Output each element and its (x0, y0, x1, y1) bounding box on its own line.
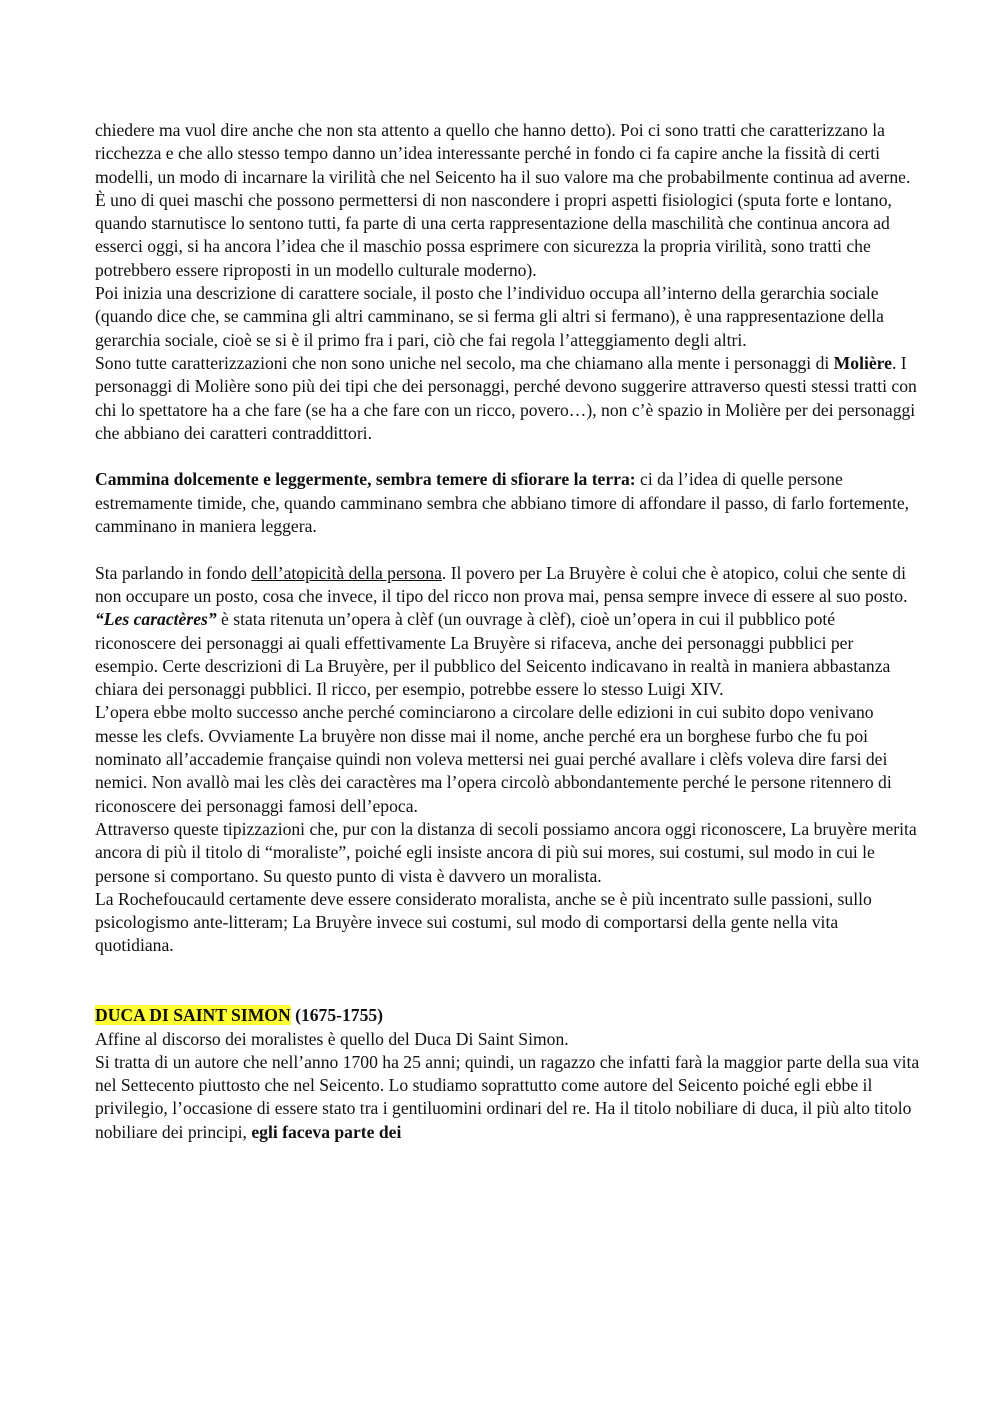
paragraph-moliere (95, 352, 920, 445)
paragraph-text: Si tratta di un autore che nell’anno 1700 ha 25 anni; quindi, un ragazzo che infatti farà la maggior parte della sua vita nel Settecento piuttosto che nel Seicento. Lo studiamo soprattutto come autore del Seicento poiché egli ebbe il privilegio, l’occasione di essere stato tra i gentiluomini ordinari del re. Ha il titolo nobiliare di duca, il più alto titolo nobiliare dei principi, (95, 1051, 920, 1142)
paragraph-text: ci da l’idea di quelle persone estremamente timide, che, quando camminano sembra che abbiano timore di affondare il passo, di farlo fortemente, camminano in maniera leggera. (95, 469, 910, 537)
paragraph-text: . Il povero per La Bruyère è colui che è atopico, colui che sente di non occupare un posto, cosa che invece, il tipo del ricco non prova mai, pensa sempre invece di essere al suo posto. (95, 562, 908, 606)
paragraph-text: La Rochefoucauld certamente deve essere considerato moralista, anche se è più incentrato sulle passioni, sullo psicologismo ante-litteram; La Bruyère invece sui costumi, sul modo di comportarsi della gente nella vita quotidiana. (95, 888, 872, 956)
bold-term: Molière (833, 352, 892, 373)
paragraph-affine (95, 1028, 920, 1051)
paragraph-saint-simon (95, 1051, 920, 1144)
highlighted-heading: DUCA DI SAINT SIMON (95, 1005, 291, 1026)
section-heading (95, 1004, 920, 1027)
paragraph-success (95, 701, 920, 817)
paragraph-atopicita (95, 562, 920, 609)
section-spacer (95, 958, 920, 1005)
heading-dates: (1675-1755) (290, 1005, 384, 1026)
paragraph-social-hierarchy (95, 282, 920, 352)
paragraph-text: Sta parlando in fondo (95, 562, 252, 583)
paragraph-cammina (95, 468, 920, 538)
paragraph-text: Poi inizia una descrizione di carattere sociale, il posto che l’individuo occupa all’interno della gerarchia sociale (quando dice che, se cammina gli altri camminano, se si ferma gli altri si fermano), è una rappresentazione della gerarchia sociale, cioè se si è il primo fra i pari, ciò che fai regola l’atteggiamento degli altri. (95, 283, 884, 350)
underlined-term: dell’atopicità della persona (251, 562, 442, 583)
paragraph-moraliste (95, 818, 920, 888)
paragraph-spacer (95, 445, 920, 468)
paragraph-text: . I personaggi di Molière sono più dei tipi che dei personaggi, perché devono suggerire attraverso questi stessi tratti con chi lo spettatore ha a che fare (se ha a che fare con un ricco, povero…), non c’è spazio in Molière per dei personaggi che abbiano dei caratteri contraddittori. (95, 352, 917, 443)
bold-phrase: egli faceva parte dei (251, 1121, 402, 1142)
bold-italic-title: “Les caractères” (95, 609, 217, 630)
bold-quote: Cammina dolcemente e leggermente, sembra temere di sfiorare la terra: (95, 469, 636, 490)
paragraph-text: chiedere ma vuol dire anche che non sta attento a quello che hanno detto). Poi ci sono tratti che caratterizzano la ricchezza e che allo stesso tempo danno un’idea interessante perché in fondo ci fa capire anche la fissità di certi modelli, un modo di incarnare la virilità che nel Seicento ha il suo valore ma che probabilmente continua ad averne. È uno di quei maschi che possono permettersi di non nascondere i propri aspetti fisiologici (sputa forte e lontano, quando starnutisce lo sentono tutti, fa parte di una certa rappresentazione della maschilità che continua ancora ad esserci oggi, si ha ancora l’idea che il maschio possa esprimere con sicurezza la propria virilità, sono tratti che potrebbero essere riproposti in un modello culturale moderno). (95, 120, 911, 280)
paragraph-text: Attraverso queste tipizzazioni che, pur con la distanza di secoli possiamo ancora oggi riconoscere, La bruyère merita ancora di più il titolo di “moraliste”, poiché egli insiste ancora di più sui mores, sui costumi, sul modo in cui le persone si comportano. Su questo punto di vista è davvero un moralista. (95, 818, 917, 886)
paragraph-les-caracteres (95, 608, 920, 701)
paragraph-virility (95, 119, 920, 282)
paragraph-rochefoucauld (95, 888, 920, 958)
paragraph-text: L’opera ebbe molto successo anche perché cominciarono a circolare delle edizioni in cui subito dopo venivano messe les clefs. Ovviamente La bruyère non disse mai il nome, anche perché era un borghese furbo che fu poi nominato all’accademie française quindi non voleva mettersi nei guai perché avallare i clèfs voleva dire farsi dei nemici. Non avallò mai les clès dei caractères ma l’opera circolò abbondantemente perché le persone ritennero di riconoscere dei personaggi famosi dell’epoca. (95, 702, 892, 816)
paragraph-text: Affine al discorso dei moralistes è quello del Duca Di Saint Simon. (95, 1028, 569, 1049)
paragraph-spacer (95, 538, 920, 561)
paragraph-text: Sono tutte caratterizzazioni che non sono uniche nel secolo, ma che chiamano alla mente i personaggi di (95, 352, 834, 373)
paragraph-text: è stata ritenuta un’opera à clèf (un ouvrage à clèf), cioè un’opera in cui il pubblico poté riconoscere dei personaggi ai quali effettivamente La Bruyère si rifaceva, anche dei personaggi pubblici per esempio. Certe descrizioni di La Bruyère, per il pubblico del Seicento indicavano in realtà in maniera abbastanza chiara dei personaggi pubblici. Il ricco, per esempio, potrebbe essere lo stesso Luigi XIV. (95, 609, 891, 700)
